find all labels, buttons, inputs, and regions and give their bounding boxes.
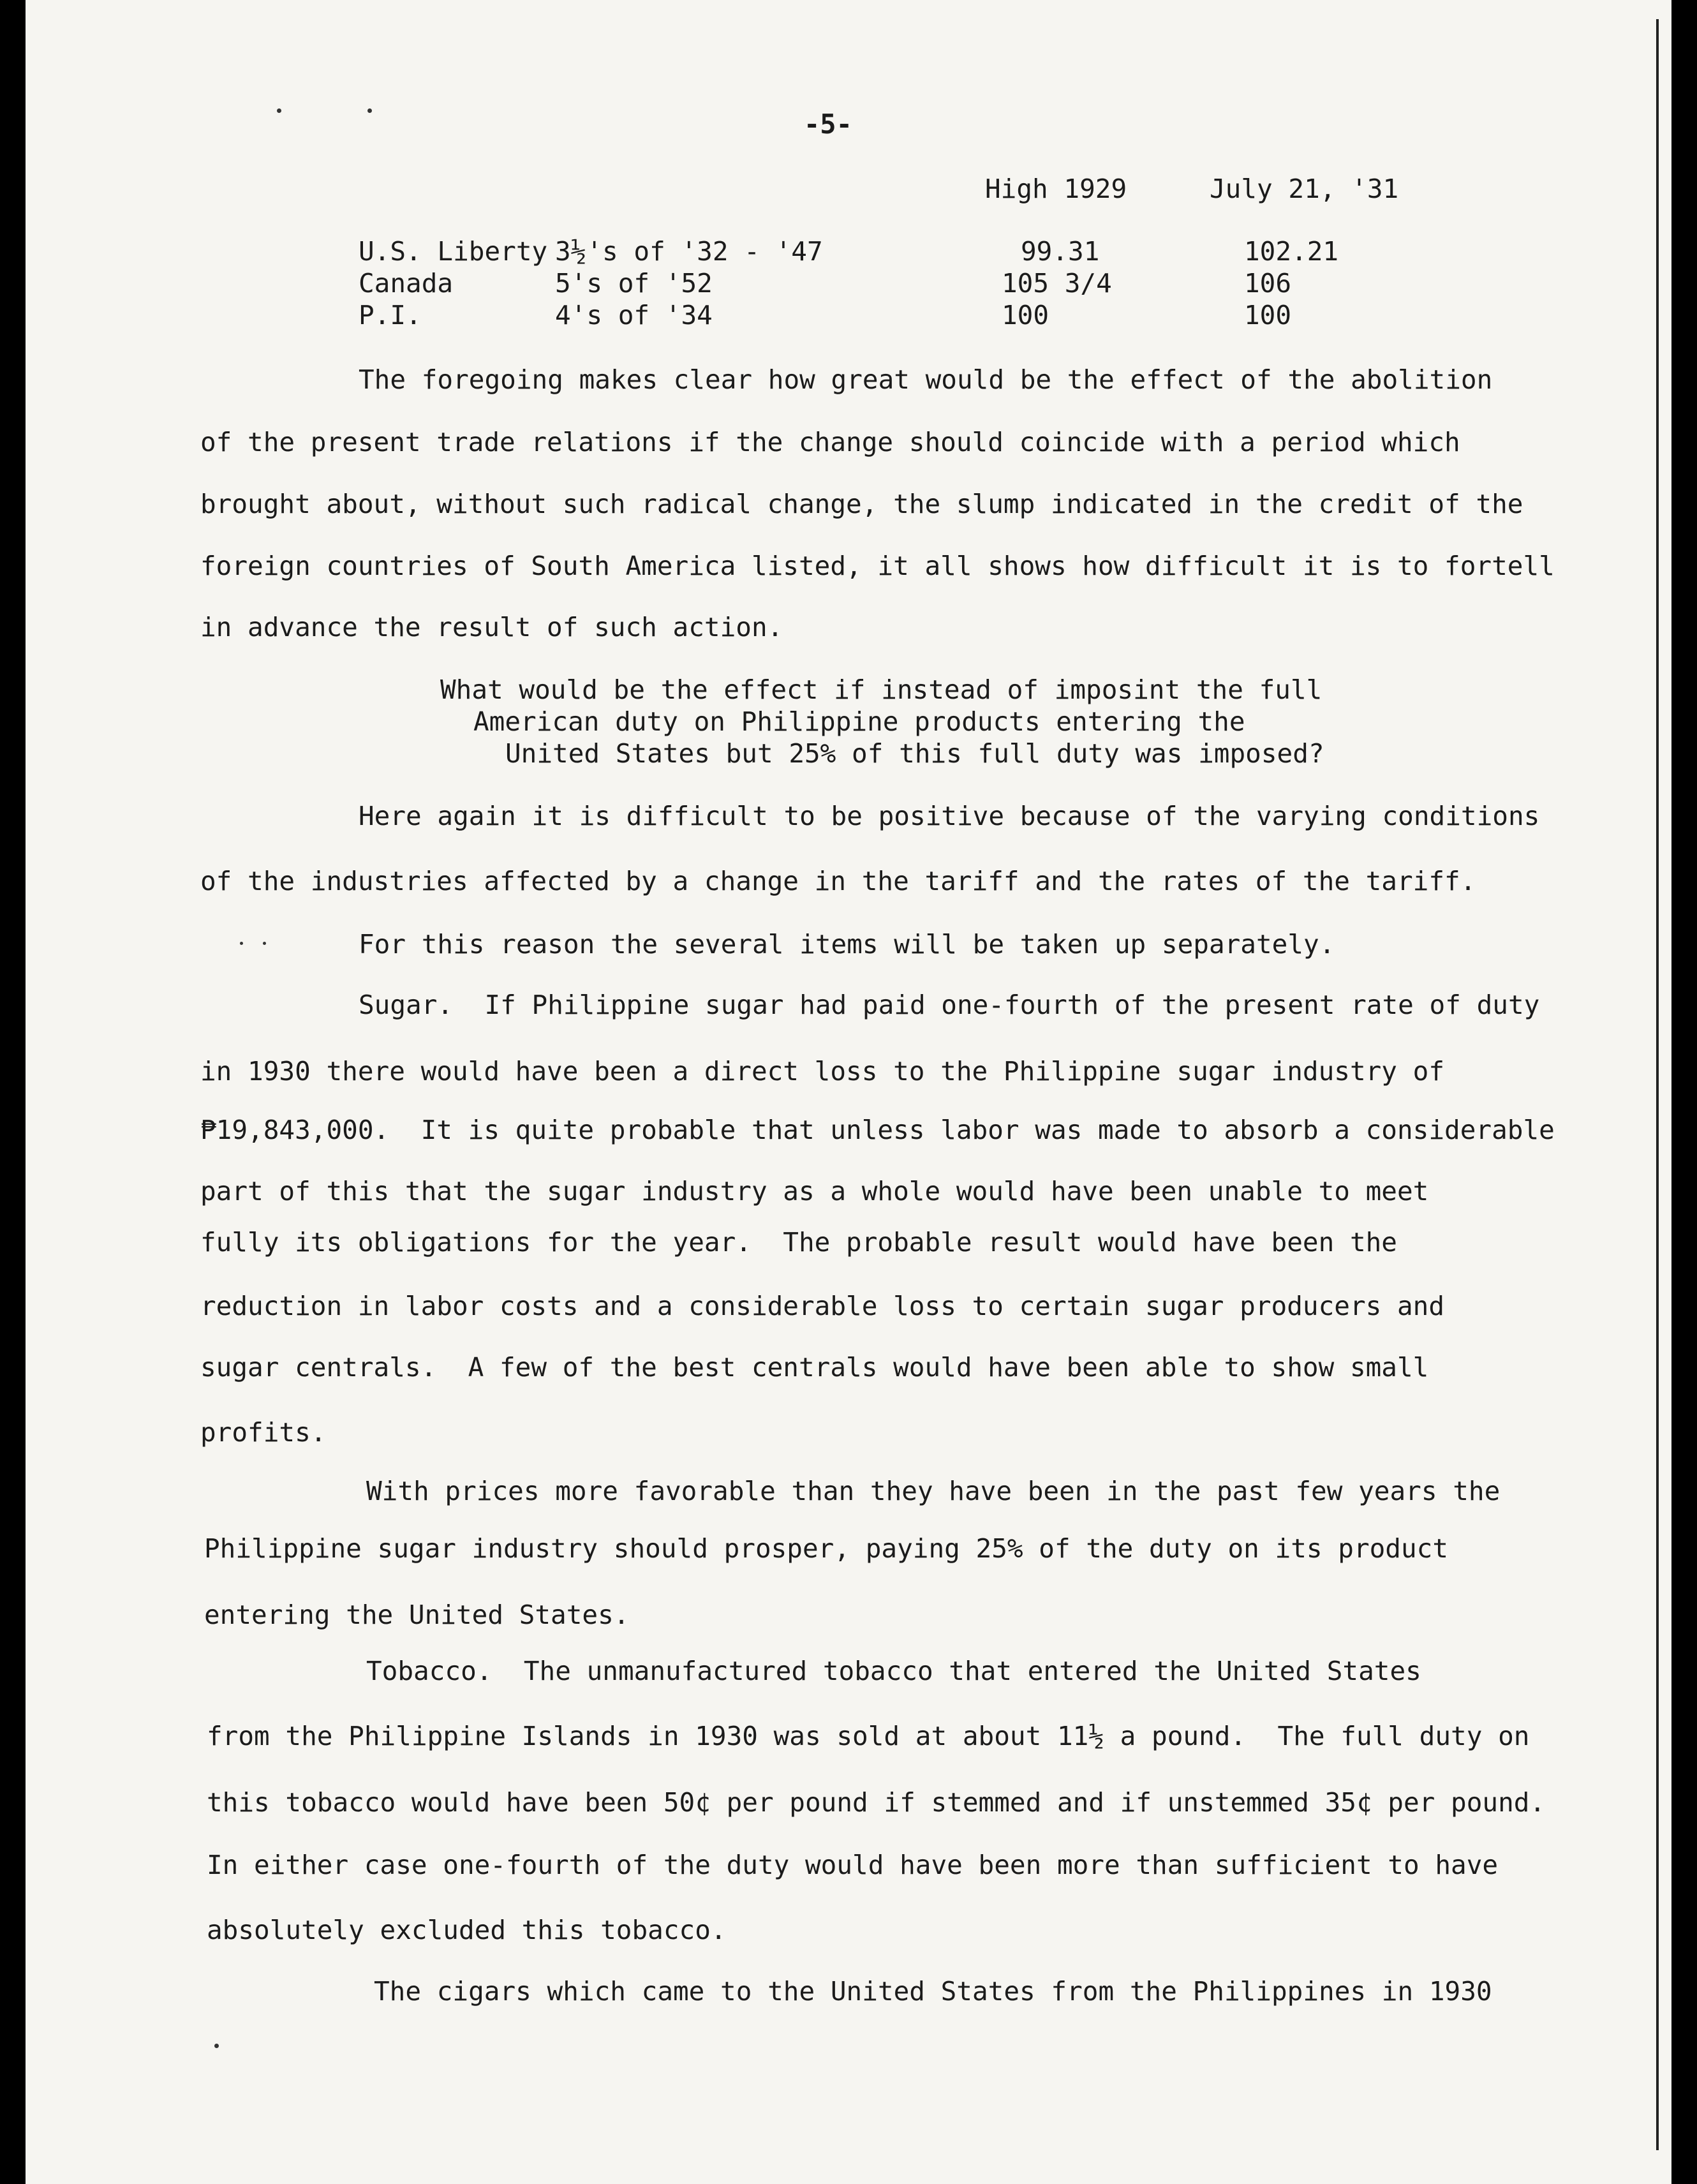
text-line: of the industries affected by a change in the tariff and the rates of the tariff. [200, 866, 1476, 896]
text-line: reduction in labor costs and a considerable loss to certain sugar producers and [200, 1291, 1445, 1321]
scan-speck [277, 108, 281, 113]
text-line: The cigars which came to the United States from the Philippines in 1930 [374, 1976, 1492, 2007]
table-header-july-1931: July 21, '31 [1210, 174, 1399, 204]
table-row-high: 100 [1002, 300, 1049, 331]
table-row-name: Canada [359, 268, 454, 299]
text-line: fully its obligations for the year. The probable result would have been the [200, 1227, 1397, 1258]
page-edge-border [1656, 19, 1659, 2150]
text-line: absolutely excluded this tobacco. [207, 1915, 727, 1945]
document-page [26, 0, 1671, 2184]
text-line: entering the United States. [204, 1600, 630, 1630]
text-line: in 1930 there would have been a direct loss to the Philippine sugar industry of [200, 1056, 1445, 1087]
table-row-issue: 5's of '52 [555, 268, 713, 299]
table-row-high: 99.31 [1021, 236, 1100, 267]
page-number: -5- [804, 108, 852, 140]
text-line: brought about, without such radical change, the slump indicated in the credit of the [200, 489, 1523, 519]
table-row-issue: 3½'s of '32 - '47 [555, 236, 823, 267]
question-line: American duty on Philippine products entering the [473, 706, 1245, 737]
text-line: Sugar. If Philippine sugar had paid one-fourth of the present rate of duty [359, 990, 1540, 1020]
table-row-high: 105 3/4 [1002, 268, 1112, 299]
text-line: foreign countries of South America listed, it all shows how difficult it is to fortell [200, 551, 1555, 581]
text-line: With prices more favorable than they have been in the past few years the [366, 1476, 1501, 1506]
scan-speck [367, 108, 372, 113]
text-line: part of this that the sugar industry as a whole would have been unable to meet [200, 1176, 1429, 1207]
text-line: The foregoing makes clear how great would be the effect of the abolition [359, 364, 1493, 395]
text-line: Philippine sugar industry should prosper, paying 25% of the duty on its product [204, 1533, 1449, 1564]
table-row-issue: 4's of '34 [555, 300, 713, 331]
text-line: In either case one-fourth of the duty would have been more than sufficient to have [207, 1850, 1499, 1880]
text-line: ₱19,843,000. It is quite probable that unless labor was made to absorb a considerable [200, 1115, 1555, 1145]
table-row-july: 100 [1244, 300, 1292, 331]
table-row-july: 106 [1244, 268, 1292, 299]
text-line: Tobacco. The unmanufactured tobacco that entered the United States [366, 1656, 1421, 1686]
question-line: What would be the effect if instead of imposint the full [440, 674, 1323, 705]
text-line: this tobacco would have been 50¢ per pound if stemmed and if unstemmed 35¢ per pound. [207, 1787, 1546, 1818]
table-header-high-1929: High 1929 [985, 174, 1127, 204]
text-line: profits. [200, 1417, 327, 1448]
table-row-name: P.I. [359, 300, 422, 331]
text-line: of the present trade relations if the change should coincide with a period which [200, 427, 1460, 457]
text-line: sugar centrals. A few of the best centrals would have been able to show small [200, 1352, 1429, 1383]
text-line: from the Philippine Islands in 1930 was sold at about 11½ a pound. The full duty on [207, 1721, 1530, 1751]
scan-speck [263, 942, 266, 945]
question-line: United States but 25% of this full duty was imposed? [505, 738, 1324, 769]
text-line: Here again it is difficult to be positive because of the varying conditions [359, 801, 1540, 831]
table-row-name: U.S. Liberty [359, 236, 548, 267]
scan-speck [240, 942, 243, 945]
text-line: in advance the result of such action. [200, 612, 783, 643]
table-row-july: 102.21 [1244, 236, 1339, 267]
text-line: For this reason the several items will be taken up separately. [359, 929, 1335, 960]
scan-speck [214, 2044, 219, 2048]
